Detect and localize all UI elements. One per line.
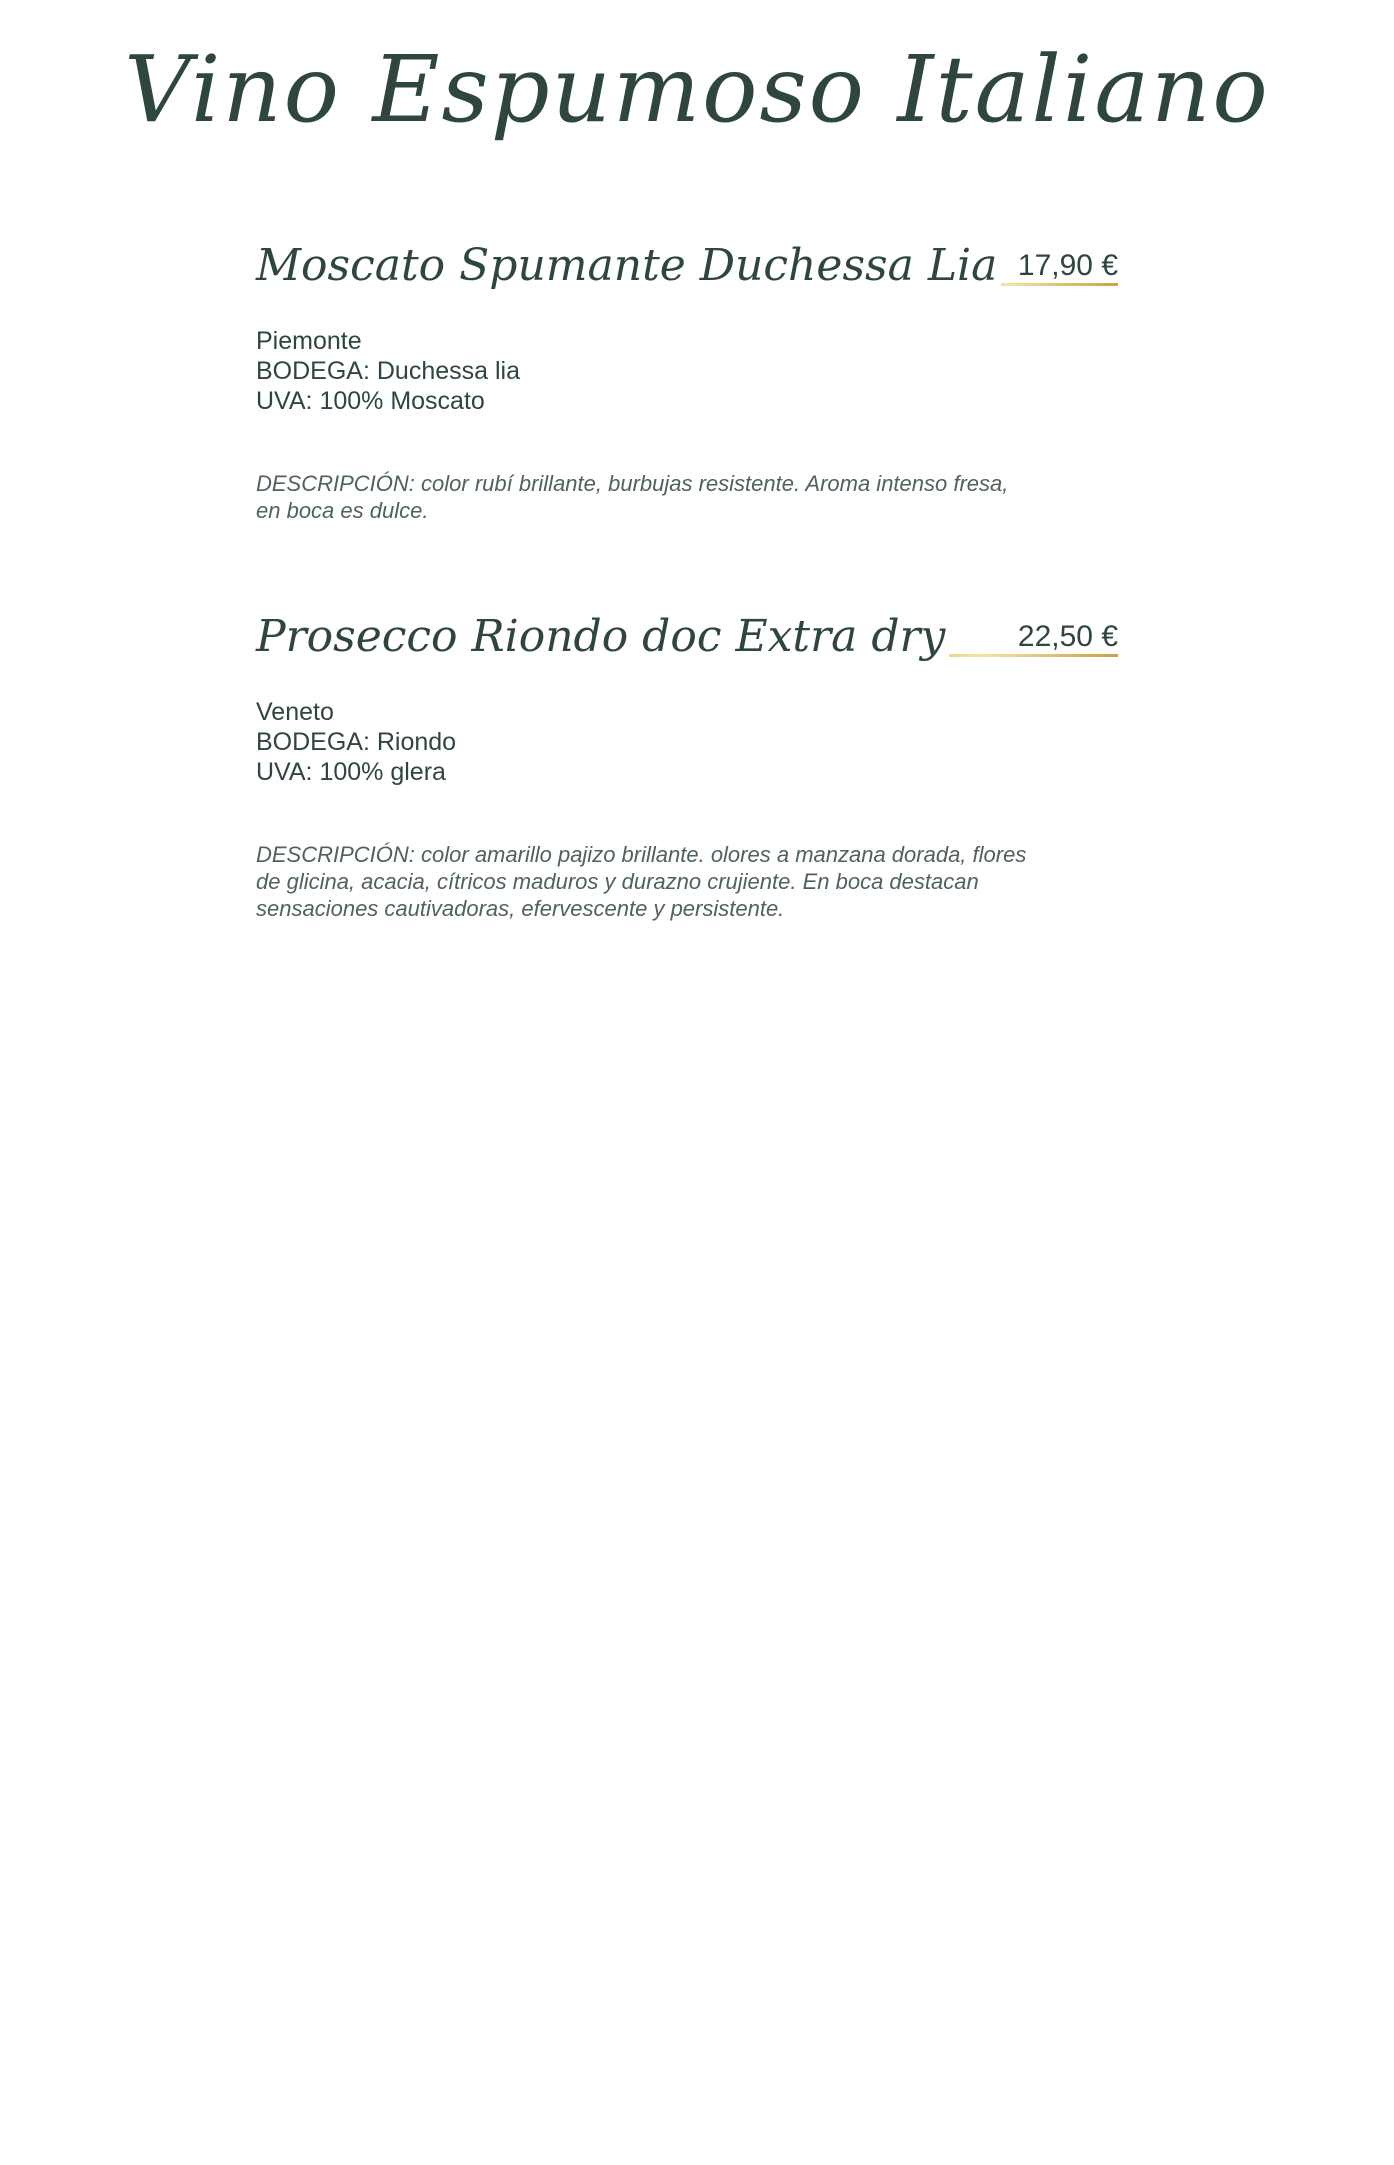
wine-details (256, 697, 1118, 787)
wine-bodega: BODEGA: Riondo (256, 728, 457, 756)
wine-name: Prosecco Riondo doc Extra dry (256, 609, 949, 665)
wine-name: Moscato Spumante Duchessa Lia (256, 238, 1001, 294)
wine-bodega: BODEGA: Duchessa lia (256, 357, 520, 385)
wine-header (256, 218, 1118, 308)
wine-region: Veneto (256, 698, 334, 726)
wine-price: 22,50 € (1017, 620, 1118, 653)
wine-header (256, 589, 1118, 679)
wine-details (256, 326, 1118, 416)
wine-description: DESCRIPCIÓN: color rubí brillante, burbujas resistente. Aroma intenso fresa, en boca es dulce. (256, 471, 1009, 523)
wine-grape: UVA: 100% glera (256, 758, 446, 786)
wine-item-prosecco (256, 589, 1118, 922)
page-title: Vino Espumoso Italiano (124, 36, 1270, 143)
wine-description: DESCRIPCIÓN: color amarillo pajizo brillante. olores a manzana dorada, flores de glicina, acacia, cítricos maduros y durazno crujiente. En boca destacan sensaciones cautivadoras, efervescente y persistente. (256, 842, 1027, 921)
wine-price: 17,90 € (1017, 249, 1118, 282)
wine-item-moscato (256, 218, 1118, 524)
wine-region: Piemonte (256, 327, 362, 355)
wine-grape: UVA: 100% Moscato (256, 387, 485, 415)
